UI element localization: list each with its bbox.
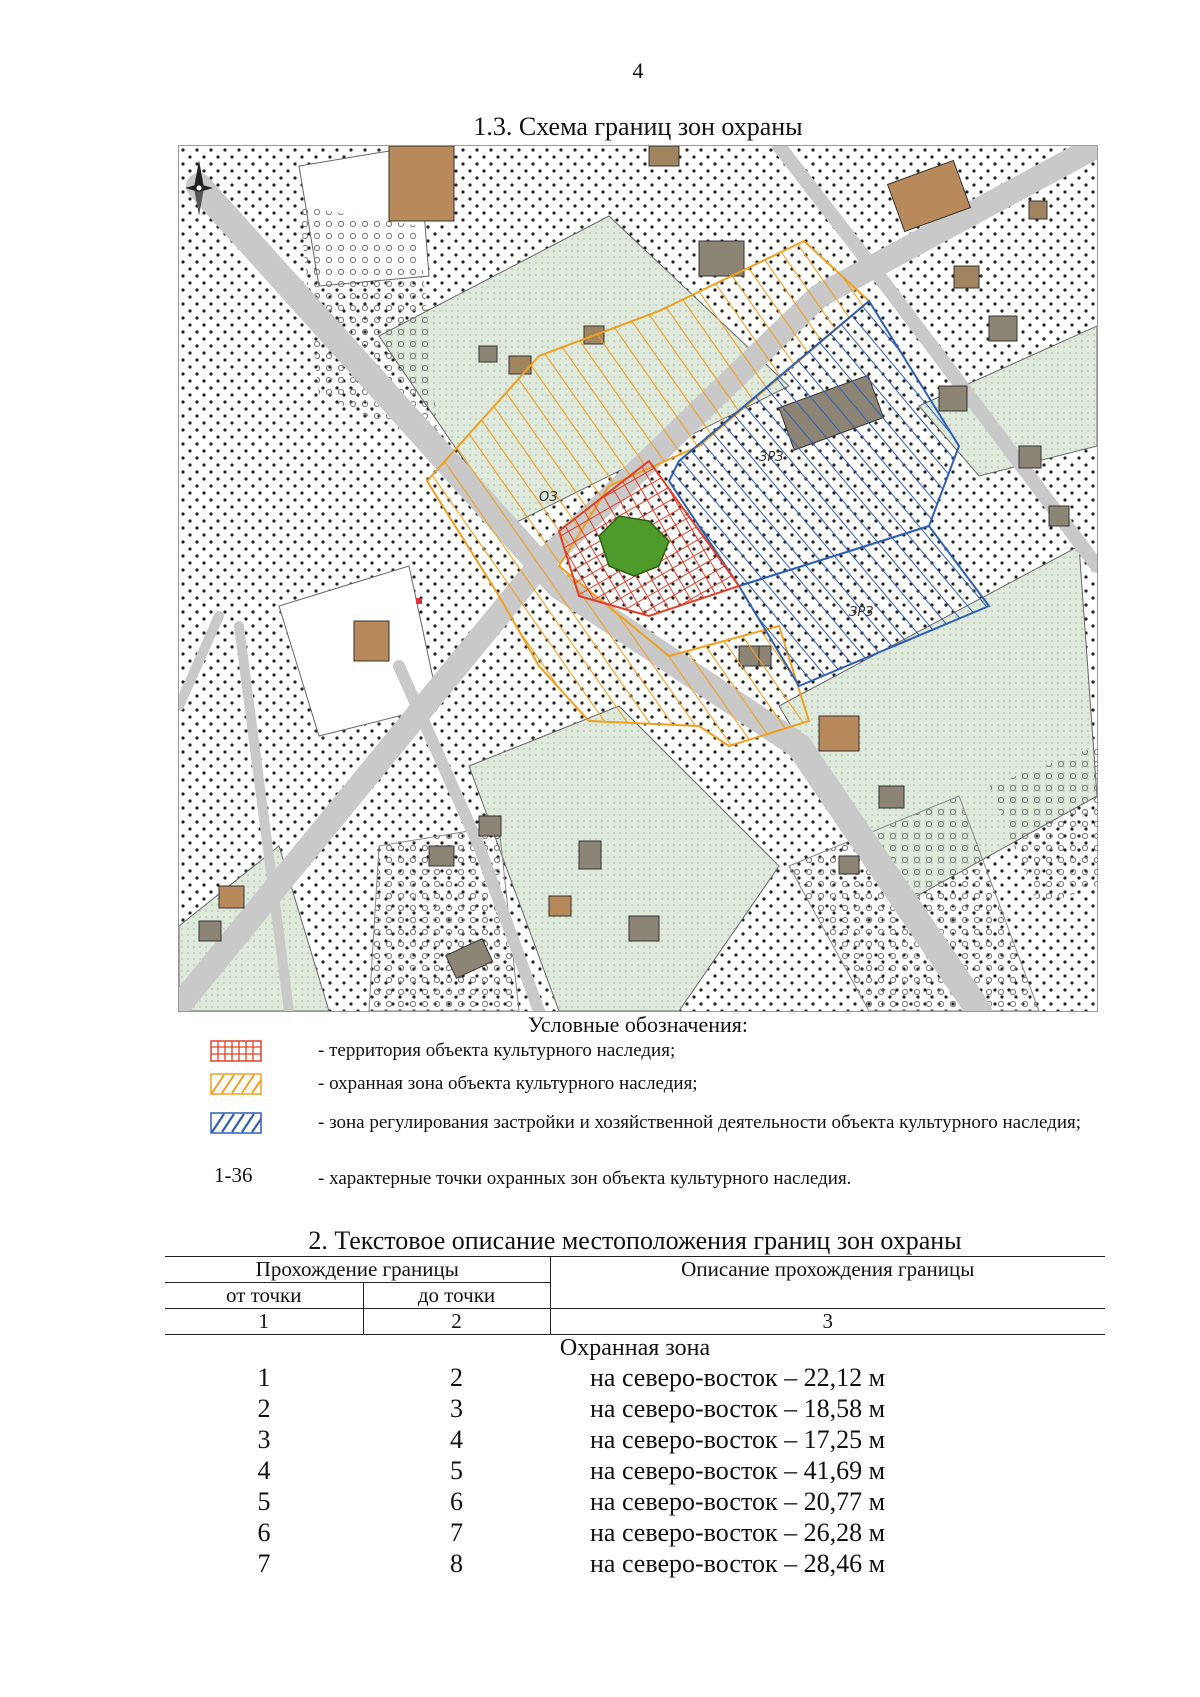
description: на северо-восток – 22,12 м [590,1363,886,1392]
to-point: 7 [450,1518,463,1547]
blue-hatch-swatch-icon [210,1112,262,1134]
description: на северо-восток – 18,58 м [590,1394,886,1423]
column-number: 1 [165,1309,363,1335]
description: на северо-восток – 41,69 м [590,1456,886,1485]
to-point: 3 [450,1394,463,1423]
zone-label-zrz-1: ЗРЗ [759,450,784,465]
header-boundary-passage: Прохождение границы [165,1257,550,1283]
table-row [165,1424,1105,1455]
header-from-point: от точки [165,1283,363,1309]
table-row [165,1455,1105,1486]
from-point: 3 [257,1425,271,1454]
table-row [165,1517,1105,1548]
legend-item-regulation-zone [210,1112,1095,1158]
red-grid-swatch-icon [210,1040,262,1062]
table-row [165,1393,1105,1424]
description: на северо-восток – 26,28 м [590,1518,886,1547]
to-point: 4 [450,1425,463,1454]
to-point: 2 [450,1363,463,1392]
table-row [165,1486,1105,1517]
header-to-point: до точки [363,1283,550,1309]
header-description: Описание прохождения границы [550,1257,1105,1309]
from-point: 4 [257,1456,271,1485]
legend-title: Условные обозначения: [527,1012,749,1037]
legend-text: - характерные точки охранных зон объекта культурного наследия. [318,1168,852,1189]
legend-points-label: 1-36 [214,1163,253,1187]
from-point: 1 [257,1363,271,1392]
marker-icon [416,598,422,604]
column-number: 2 [363,1309,550,1335]
map-scheme [178,145,1098,1012]
zone-label-oz: ОЗ [539,490,558,505]
column-number: 3 [822,1309,833,1333]
description: на северо-восток – 20,77 м [590,1487,886,1516]
to-point: 5 [450,1456,463,1485]
from-point: 7 [257,1549,271,1578]
legend-text: - охранная зона объекта культурного наследия; [318,1073,698,1094]
legend-text: - зона регулирования застройки и хозяйственной деятельности объекта культурного наследия; [318,1112,1082,1133]
description: на северо-восток – 17,25 м [590,1425,886,1454]
orange-hatch-swatch-icon [210,1073,262,1095]
from-point: 6 [257,1518,271,1547]
to-point: 6 [450,1487,463,1516]
table-row [165,1548,1105,1579]
zone-label-zrz-2: ЗРЗ [849,605,874,620]
boundary-table [165,1256,1105,1579]
map-title: 1.3. Схема границ зон охраны [473,112,803,141]
section-title: 2. Текстовое описание местоположения границ зон охраны [308,1226,962,1255]
to-point: 8 [450,1549,463,1578]
from-point: 5 [257,1487,271,1516]
page-number: 4 [632,58,644,83]
zone-title: Охранная зона [559,1335,711,1361]
from-point: 2 [257,1394,271,1423]
description: на северо-восток – 28,46 м [590,1549,886,1578]
table-row [165,1362,1105,1393]
legend-text: - территория объекта культурного наследия; [318,1040,676,1061]
